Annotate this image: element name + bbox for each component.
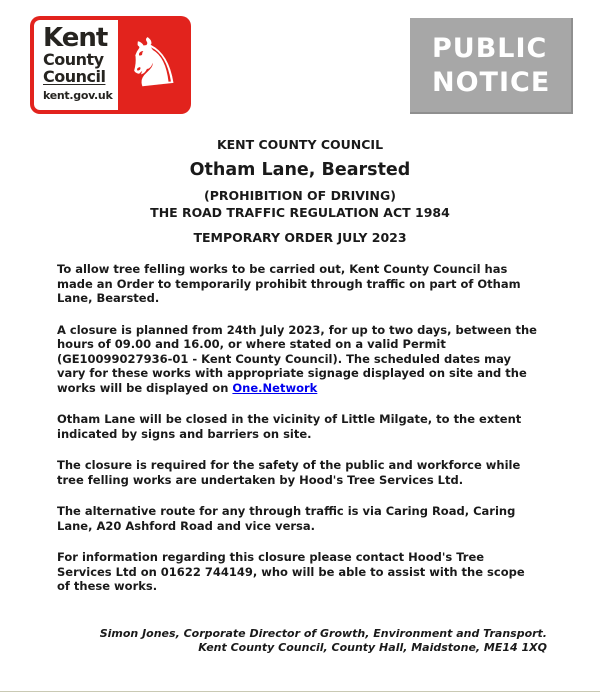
paragraph-purpose: To allow tree felling works to be carried out, Kent County Council has made an Order to temporarily prohibit through traffic on part of Otham Lane, Bearsted. [57, 262, 521, 305]
paragraph-reason: The closure is required for the safety of the public and workforce while tree felling works are undertaken by Hood's Tree Services Ltd. [57, 458, 521, 487]
kcc-logo-horse-panel [118, 20, 187, 110]
kcc-logo-text-panel [34, 20, 118, 110]
paragraph-diversion: The alternative route for any through traffic is via Caring Road, Caring Lane, A20 Ashford Road and vice versa. [57, 504, 516, 533]
signature-line1: Simon Jones, Corporate Director of Growth, Environment and Transport. [99, 626, 547, 640]
kcc-logo-website: kent.gov.uk [43, 89, 113, 102]
signature-block [0, 627, 600, 655]
kcc-logo [30, 16, 191, 114]
page-bottom-edge [0, 691, 600, 692]
heading-location: Otham Lane, Bearsted [189, 160, 411, 180]
kcc-logo-name-line2: County [43, 50, 104, 69]
public-notice-badge [410, 18, 573, 114]
notice-document [0, 131, 600, 655]
signature-line2: Kent County Council, County Hall, Maidstone, ME14 1XQ [198, 640, 547, 654]
invicta-horse-icon: ♞ [118, 21, 186, 104]
paragraph-extent: Otham Lane will be closed in the vicinity of Little Milgate, to the extent indicated by signs and barriers on site. [57, 412, 522, 441]
notice-headings [0, 131, 600, 245]
paragraph-closure-dates [57, 323, 538, 396]
heading-order-title: TEMPORARY ORDER JULY 2023 [193, 230, 407, 245]
notice-body [57, 262, 538, 594]
kcc-logo-name-line1: Kent [43, 23, 108, 53]
heading-restriction: (PROHIBITION OF DRIVING) [204, 188, 396, 203]
public-notice-badge-line1: PUBLIC [432, 33, 548, 64]
paragraph-closure-dates-text: A closure is planned from 24th July 2023, for up to two days, between the hours of 09.00 and 16.00, or where stated on a valid Permit (GE10099027936-01 - Kent County Council). The scheduled dates may vary for these works with appropriate signage displayed on site and the works will be displayed on [57, 322, 537, 395]
paragraph-contact: For information regarding this closure please contact Hood's Tree Services Ltd on 01622 744149, who will be able to assist with the scope of these works. [57, 550, 525, 593]
one-network-link[interactable]: One.Network [232, 380, 318, 395]
public-notice-badge-line2: NOTICE [432, 67, 551, 98]
kcc-logo-name-line3: Council [43, 67, 106, 86]
heading-authority: KENT COUNTY COUNCIL [216, 137, 384, 152]
heading-act: THE ROAD TRAFFIC REGULATION ACT 1984 [150, 205, 450, 220]
